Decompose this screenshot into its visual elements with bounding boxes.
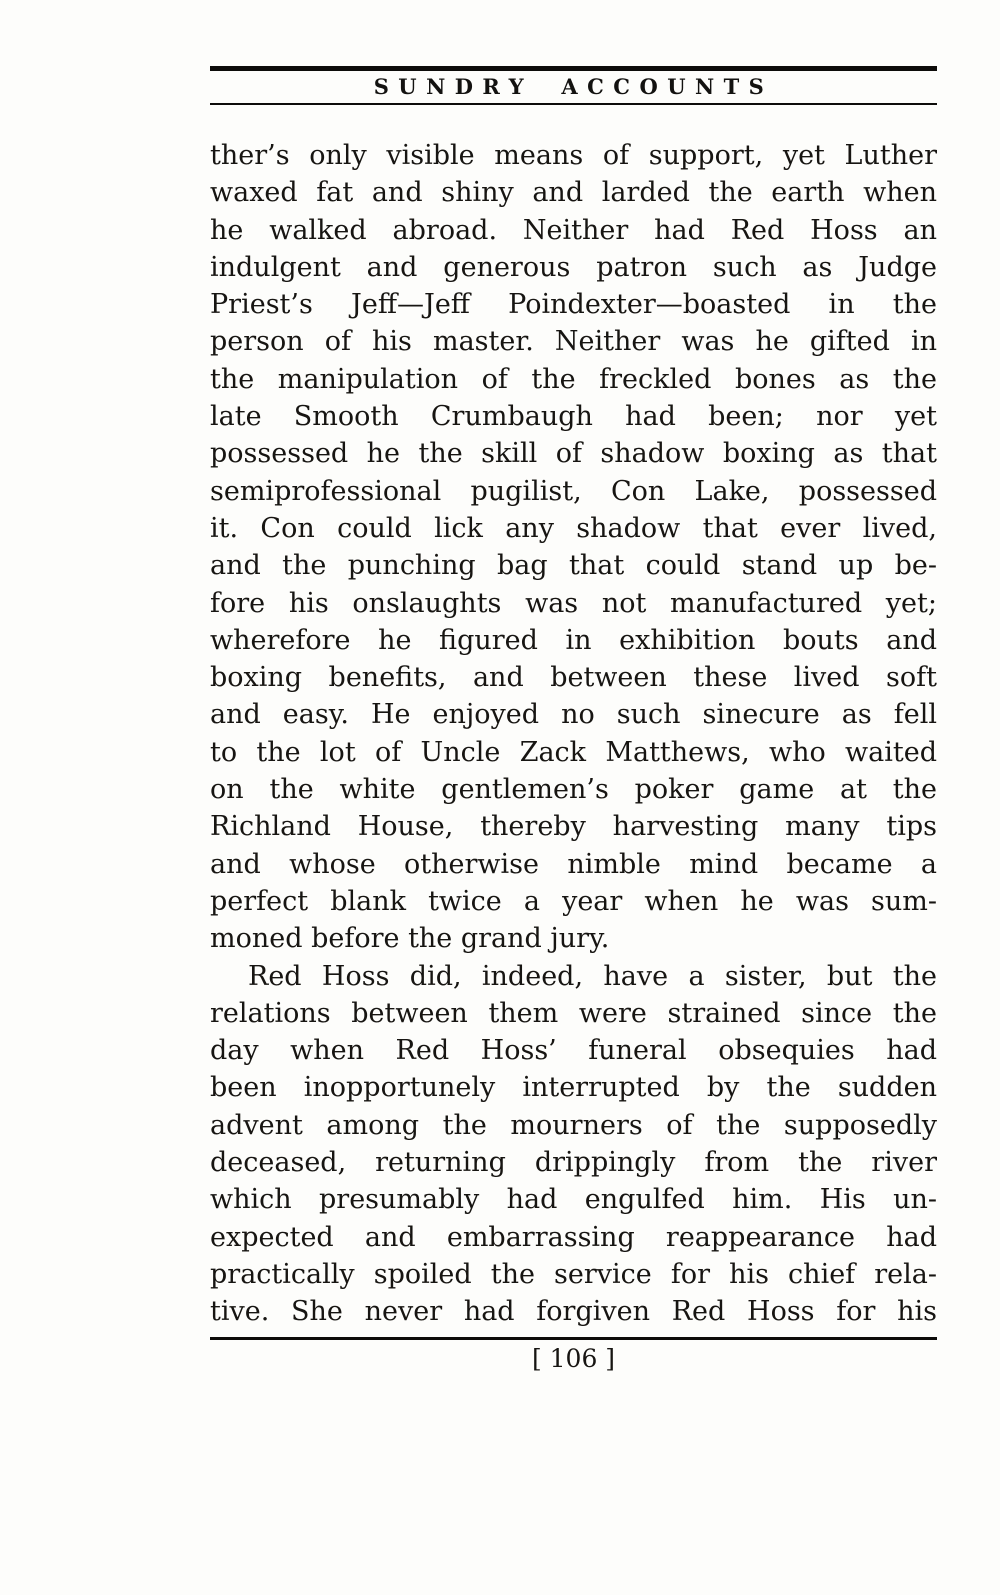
text-line: Richland House, thereby harvesting many tips xyxy=(210,811,937,843)
text-line: ther’s only visible means of support, yet Luther xyxy=(210,140,937,171)
header-rule xyxy=(210,103,937,105)
text-line: deceased, returning drippingly from the river xyxy=(210,1147,937,1179)
text-line: and whose otherwise nimble mind became a xyxy=(210,848,937,880)
text-line: practically spoiled the service for his chief rela- xyxy=(210,1258,937,1290)
text-line: indulgent and generous patron such as Judge xyxy=(210,251,937,283)
text-line: he walked abroad. Neither had Red Hoss an xyxy=(210,214,937,246)
page-number: [ 106 ] xyxy=(531,1344,616,1373)
text-line: day when Red Hoss’ funeral obsequies had xyxy=(210,1035,937,1067)
running-header: SUNDRY ACCOUNTS xyxy=(373,74,774,99)
text-line: person of his master. Neither was he gifted in xyxy=(210,326,937,358)
text-line: semiprofessional pugilist, Con Lake, possessed xyxy=(210,475,937,507)
text-line: Priest’s Jeff—Jeff Poindexter—boasted in the xyxy=(210,289,937,321)
text-line: advent among the mourners of the supposedly xyxy=(210,1109,937,1141)
text-line: possessed he the skill of shadow boxing as that xyxy=(210,438,937,470)
text-line: fore his onslaughts was not manufactured yet; xyxy=(210,587,937,619)
text-line: the manipulation of the freckled bones as the xyxy=(210,363,937,395)
footer-rule xyxy=(210,1337,937,1340)
text-line: relations between them were strained since the xyxy=(210,997,937,1029)
text-line: Red Hoss did, indeed, have a sister, but the xyxy=(248,960,937,992)
text-line: moned before the grand jury. xyxy=(210,923,610,955)
text-line: to the lot of Uncle Zack Matthews, who waited xyxy=(210,736,937,768)
text-line: boxing benefits, and between these lived soft xyxy=(210,662,937,694)
text-line: and the punching bag that could stand up be- xyxy=(210,550,937,582)
text-line: on the white gentlemen’s poker game at the xyxy=(210,774,937,806)
text-line: it. Con could lick any shadow that ever lived, xyxy=(210,512,937,544)
text-line: which presumably had engulfed him. His un- xyxy=(210,1184,937,1216)
top-rule xyxy=(210,66,937,71)
text-line: wherefore he figured in exhibition bouts and xyxy=(210,624,937,656)
text-line: and easy. He enjoyed no such sinecure as fell xyxy=(210,699,937,731)
text-line: waxed fat and shiny and larded the earth when xyxy=(210,177,937,209)
text-line: late Smooth Crumbaugh had been; nor yet xyxy=(210,401,937,433)
text-line: expected and embarrassing reappearance had xyxy=(210,1221,937,1253)
text-line: tive. She never had forgiven Red Hoss for his xyxy=(210,1296,937,1328)
text-line: been inopportunely interrupted by the sudden xyxy=(210,1072,937,1104)
text-line: perfect blank twice a year when he was sum- xyxy=(210,885,937,917)
body-text xyxy=(210,137,937,1331)
